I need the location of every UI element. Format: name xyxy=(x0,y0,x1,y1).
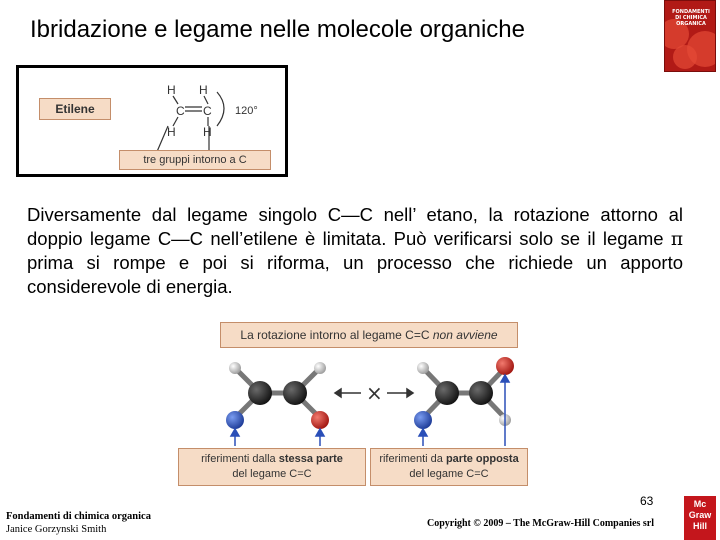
footer-book-info xyxy=(6,510,151,536)
bond-ch-top-left xyxy=(173,96,178,104)
carbon-atom xyxy=(435,381,459,405)
hydrogen-atom xyxy=(229,362,241,374)
no-rotation-cross-icon: × xyxy=(366,381,383,405)
red-reference-atom xyxy=(311,411,329,429)
ethylene-figure xyxy=(16,65,288,177)
atom-h-top-right: H xyxy=(199,83,208,97)
red-reference-atom xyxy=(496,357,514,375)
atom-h-bottom-right: H xyxy=(203,125,212,139)
atom-h-bottom-left: H xyxy=(167,125,176,139)
footer-book-title: Fondamenti di chimica organica xyxy=(6,511,151,522)
blue-reference-atom xyxy=(226,411,244,429)
book-cover-image xyxy=(664,0,716,72)
carbon-atom xyxy=(283,381,307,405)
bond-angle-arc xyxy=(217,92,224,126)
atom-c-left: C xyxy=(176,104,185,118)
ethylene-name-label: Etilene xyxy=(39,98,111,120)
pi-symbol: π xyxy=(670,228,683,250)
reference-same-side-label: riferimenti dalla stessa parte del legame C=C xyxy=(178,448,366,486)
ethylene-caption: tre gruppi intorno a C xyxy=(119,150,271,170)
footer-author: Janice Gorzynski Smith xyxy=(6,524,107,535)
mcgraw-hill-logo: Mc Graw Hill xyxy=(684,496,716,540)
copyright-notice: Copyright © 2009 – The McGraw-Hill Companies srl xyxy=(427,518,655,529)
slide-title: Ibridazione e legame nelle molecole organiche xyxy=(30,16,525,43)
rotation-figure xyxy=(175,318,530,490)
carbon-atom xyxy=(248,381,272,405)
reference-opposite-side-label: riferimenti da parte opposta del legame C=C xyxy=(370,448,528,486)
body-paragraph: Diversamente dal legame singolo C—C nell’ etano, la rotazione attorno al doppio legame C—C nell’etilene è limitata. Può verificarsi solo se il legame π prima si rompe e poi si riforma, un processo che richiede un apporto considerevole di energia. xyxy=(27,204,683,297)
blue-reference-atom xyxy=(414,411,432,429)
bond-ch-top-right xyxy=(204,96,208,104)
rotation-molecules-diagram xyxy=(175,318,530,448)
page-number: 63 xyxy=(640,494,654,508)
hydrogen-atom xyxy=(417,362,429,374)
rotation-header: La rotazione intorno al legame C=C non avviene xyxy=(220,322,518,348)
atom-h-top-left: H xyxy=(167,83,176,97)
carbon-atom xyxy=(469,381,493,405)
book-cover-title: FONDAMENTI DI CHIMICA ORGANICA xyxy=(672,9,710,27)
atom-c-right: C xyxy=(203,104,212,118)
hydrogen-atom xyxy=(314,362,326,374)
bond-angle-label: 120° xyxy=(235,105,258,117)
